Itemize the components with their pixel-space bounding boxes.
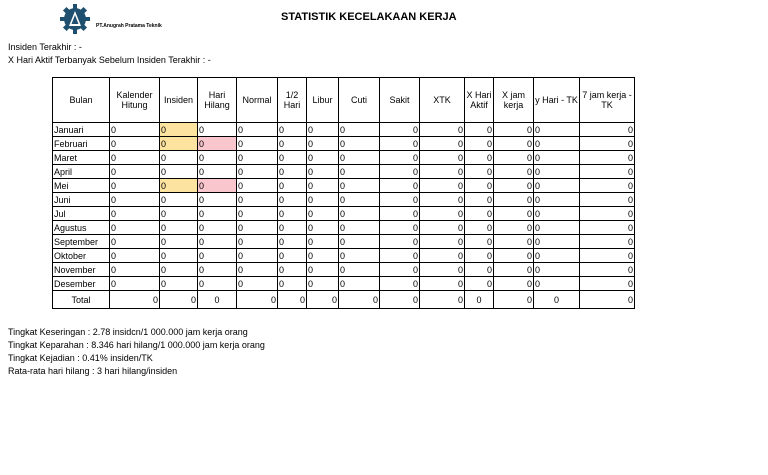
value-cell: 0 bbox=[580, 277, 635, 291]
column-header: 1/2 Hari bbox=[278, 78, 307, 123]
value-cell: 0 bbox=[307, 277, 339, 291]
column-header: y Hari - TK bbox=[534, 78, 580, 123]
value-cell: 0 bbox=[198, 221, 237, 235]
value-cell: 0 bbox=[494, 123, 534, 137]
value-cell: 0 bbox=[307, 221, 339, 235]
value-cell: 0 bbox=[110, 221, 160, 235]
value-cell: 0 bbox=[534, 221, 580, 235]
value-cell: 0 bbox=[380, 277, 420, 291]
value-cell: 0 bbox=[160, 235, 198, 249]
month-cell: Desember bbox=[53, 277, 110, 291]
value-cell: 0 bbox=[494, 277, 534, 291]
value-cell: 0 bbox=[110, 123, 160, 137]
value-cell: 0 bbox=[420, 277, 465, 291]
month-cell: Mei bbox=[53, 179, 110, 193]
value-cell: 0 bbox=[380, 123, 420, 137]
value-cell: 0 bbox=[160, 277, 198, 291]
value-cell: 0 bbox=[580, 249, 635, 263]
value-cell: 0 bbox=[420, 207, 465, 221]
value-cell: 0 bbox=[380, 137, 420, 151]
total-cell: 0 bbox=[420, 291, 465, 309]
column-header: Kalender Hitung bbox=[110, 78, 160, 123]
value-cell: 0 bbox=[580, 193, 635, 207]
table-row bbox=[53, 193, 635, 207]
month-cell: April bbox=[53, 165, 110, 179]
value-cell: 0 bbox=[494, 193, 534, 207]
value-cell: 0 bbox=[160, 207, 198, 221]
value-cell: 0 bbox=[278, 137, 307, 151]
value-cell: 0 bbox=[339, 235, 380, 249]
table-row bbox=[53, 207, 635, 221]
column-header: Normal bbox=[237, 78, 278, 123]
value-cell: 0 bbox=[380, 165, 420, 179]
value-cell: 0 bbox=[380, 193, 420, 207]
total-cell: 0 bbox=[110, 291, 160, 309]
value-cell: 0 bbox=[160, 123, 198, 137]
company-logo-icon bbox=[60, 4, 90, 34]
table-row bbox=[53, 221, 635, 235]
value-cell: 0 bbox=[420, 221, 465, 235]
value-cell: 0 bbox=[110, 249, 160, 263]
column-header: Cuti bbox=[339, 78, 380, 123]
value-cell: 0 bbox=[580, 221, 635, 235]
value-cell: 0 bbox=[307, 137, 339, 151]
value-cell: 0 bbox=[307, 235, 339, 249]
value-cell: 0 bbox=[307, 207, 339, 221]
value-cell: 0 bbox=[380, 235, 420, 249]
value-cell: 0 bbox=[465, 123, 494, 137]
value-cell: 0 bbox=[198, 179, 237, 193]
month-cell: Januari bbox=[53, 123, 110, 137]
value-cell: 0 bbox=[160, 151, 198, 165]
value-cell: 0 bbox=[420, 151, 465, 165]
value-cell: 0 bbox=[339, 249, 380, 263]
value-cell: 0 bbox=[307, 193, 339, 207]
frequency-rate-text: Tingkat Keseringan : 2.78 insidcn/1 000.000 jam kerja orang bbox=[8, 327, 248, 337]
value-cell: 0 bbox=[278, 165, 307, 179]
value-cell: 0 bbox=[160, 249, 198, 263]
value-cell: 0 bbox=[198, 249, 237, 263]
total-cell: 0 bbox=[380, 291, 420, 309]
value-cell: 0 bbox=[534, 235, 580, 249]
severity-rate-text: Tingkat Keparahan : 8.346 hari hilang/1 000.000 jam kerja orang bbox=[8, 340, 265, 350]
value-cell: 0 bbox=[110, 207, 160, 221]
summary-statistics bbox=[8, 326, 265, 378]
total-cell: 0 bbox=[278, 291, 307, 309]
value-cell: 0 bbox=[534, 277, 580, 291]
value-cell: 0 bbox=[420, 123, 465, 137]
value-cell: 0 bbox=[339, 165, 380, 179]
value-cell: 0 bbox=[580, 179, 635, 193]
value-cell: 0 bbox=[237, 151, 278, 165]
value-cell: 0 bbox=[110, 263, 160, 277]
value-cell: 0 bbox=[534, 193, 580, 207]
average-lost-days-text: Rata-rata hari hilang : 3 hari hilang/insiden bbox=[8, 366, 178, 376]
value-cell: 0 bbox=[465, 179, 494, 193]
value-cell: 0 bbox=[339, 221, 380, 235]
value-cell: 0 bbox=[494, 137, 534, 151]
page-title: STATISTIK KECELAKAAN KERJA bbox=[281, 11, 457, 23]
value-cell: 0 bbox=[534, 249, 580, 263]
table-row bbox=[53, 263, 635, 277]
value-cell: 0 bbox=[237, 193, 278, 207]
value-cell: 0 bbox=[465, 193, 494, 207]
total-cell: 0 bbox=[465, 291, 494, 309]
value-cell: 0 bbox=[420, 165, 465, 179]
value-cell: 0 bbox=[307, 263, 339, 277]
column-header: XTK bbox=[420, 78, 465, 123]
value-cell: 0 bbox=[534, 179, 580, 193]
table-row bbox=[53, 137, 635, 151]
column-header: X Hari Aktif bbox=[465, 78, 494, 123]
value-cell: 0 bbox=[580, 165, 635, 179]
value-cell: 0 bbox=[465, 235, 494, 249]
value-cell: 0 bbox=[237, 137, 278, 151]
most-active-days-text: X Hari Aktif Terbanyak Sebelum Insiden Terakhir : - bbox=[8, 55, 211, 65]
value-cell: 0 bbox=[160, 263, 198, 277]
value-cell: 0 bbox=[465, 137, 494, 151]
value-cell: 0 bbox=[580, 207, 635, 221]
month-cell: Jul bbox=[53, 207, 110, 221]
value-cell: 0 bbox=[278, 151, 307, 165]
value-cell: 0 bbox=[494, 235, 534, 249]
value-cell: 0 bbox=[339, 277, 380, 291]
value-cell: 0 bbox=[278, 179, 307, 193]
value-cell: 0 bbox=[110, 235, 160, 249]
value-cell: 0 bbox=[237, 179, 278, 193]
value-cell: 0 bbox=[110, 179, 160, 193]
column-header: 7 jam kerja - TK bbox=[580, 78, 635, 123]
value-cell: 0 bbox=[110, 151, 160, 165]
value-cell: 0 bbox=[534, 137, 580, 151]
month-cell: Maret bbox=[53, 151, 110, 165]
value-cell: 0 bbox=[198, 137, 237, 151]
company-name: PT.Anugrah Pratama Teknik bbox=[96, 23, 162, 29]
total-cell: 0 bbox=[534, 291, 580, 309]
month-cell: Oktober bbox=[53, 249, 110, 263]
value-cell: 0 bbox=[110, 137, 160, 151]
column-header: Insiden bbox=[160, 78, 198, 123]
value-cell: 0 bbox=[465, 207, 494, 221]
value-cell: 0 bbox=[534, 151, 580, 165]
value-cell: 0 bbox=[534, 123, 580, 137]
value-cell: 0 bbox=[110, 165, 160, 179]
column-header: Sakit bbox=[380, 78, 420, 123]
value-cell: 0 bbox=[494, 221, 534, 235]
value-cell: 0 bbox=[380, 263, 420, 277]
value-cell: 0 bbox=[237, 235, 278, 249]
column-header: X jam kerja bbox=[494, 78, 534, 123]
value-cell: 0 bbox=[278, 221, 307, 235]
value-cell: 0 bbox=[237, 263, 278, 277]
table-row bbox=[53, 235, 635, 249]
table-row bbox=[53, 165, 635, 179]
value-cell: 0 bbox=[278, 193, 307, 207]
value-cell: 0 bbox=[420, 235, 465, 249]
value-cell: 0 bbox=[307, 165, 339, 179]
value-cell: 0 bbox=[278, 249, 307, 263]
value-cell: 0 bbox=[339, 137, 380, 151]
total-cell: 0 bbox=[494, 291, 534, 309]
table-row bbox=[53, 249, 635, 263]
value-cell: 0 bbox=[420, 137, 465, 151]
month-cell: Februari bbox=[53, 137, 110, 151]
value-cell: 0 bbox=[580, 151, 635, 165]
incidence-rate-text: Tingkat Kejadian : 0.41% insiden/TK bbox=[8, 353, 153, 363]
value-cell: 0 bbox=[198, 263, 237, 277]
value-cell: 0 bbox=[420, 179, 465, 193]
month-cell: Juni bbox=[53, 193, 110, 207]
month-cell: November bbox=[53, 263, 110, 277]
value-cell: 0 bbox=[580, 123, 635, 137]
value-cell: 0 bbox=[339, 263, 380, 277]
value-cell: 0 bbox=[465, 277, 494, 291]
value-cell: 0 bbox=[380, 221, 420, 235]
value-cell: 0 bbox=[237, 123, 278, 137]
table-row bbox=[53, 179, 635, 193]
value-cell: 0 bbox=[339, 193, 380, 207]
value-cell: 0 bbox=[198, 235, 237, 249]
value-cell: 0 bbox=[307, 123, 339, 137]
value-cell: 0 bbox=[465, 151, 494, 165]
value-cell: 0 bbox=[198, 207, 237, 221]
column-header: Hari Hilang bbox=[198, 78, 237, 123]
total-cell: 0 bbox=[307, 291, 339, 309]
value-cell: 0 bbox=[198, 193, 237, 207]
total-label: Total bbox=[53, 291, 110, 309]
value-cell: 0 bbox=[494, 207, 534, 221]
value-cell: 0 bbox=[339, 179, 380, 193]
total-cell: 0 bbox=[339, 291, 380, 309]
value-cell: 0 bbox=[420, 193, 465, 207]
value-cell: 0 bbox=[307, 249, 339, 263]
value-cell: 0 bbox=[465, 263, 494, 277]
value-cell: 0 bbox=[237, 165, 278, 179]
month-cell: Agustus bbox=[53, 221, 110, 235]
value-cell: 0 bbox=[380, 151, 420, 165]
total-cell: 0 bbox=[160, 291, 198, 309]
value-cell: 0 bbox=[380, 207, 420, 221]
total-cell: 0 bbox=[580, 291, 635, 309]
value-cell: 0 bbox=[160, 165, 198, 179]
value-cell: 0 bbox=[278, 235, 307, 249]
value-cell: 0 bbox=[339, 151, 380, 165]
value-cell: 0 bbox=[380, 249, 420, 263]
column-header: Libur bbox=[307, 78, 339, 123]
value-cell: 0 bbox=[110, 193, 160, 207]
value-cell: 0 bbox=[278, 207, 307, 221]
total-cell: 0 bbox=[198, 291, 237, 309]
value-cell: 0 bbox=[160, 193, 198, 207]
value-cell: 0 bbox=[198, 123, 237, 137]
last-incident-text: Insiden Terakhir : - bbox=[8, 42, 82, 52]
value-cell: 0 bbox=[307, 151, 339, 165]
value-cell: 0 bbox=[494, 151, 534, 165]
value-cell: 0 bbox=[278, 123, 307, 137]
value-cell: 0 bbox=[307, 179, 339, 193]
value-cell: 0 bbox=[534, 207, 580, 221]
value-cell: 0 bbox=[237, 249, 278, 263]
value-cell: 0 bbox=[160, 179, 198, 193]
total-row bbox=[53, 291, 635, 309]
value-cell: 0 bbox=[160, 221, 198, 235]
value-cell: 0 bbox=[198, 277, 237, 291]
column-header: Bulan bbox=[53, 78, 110, 123]
value-cell: 0 bbox=[237, 221, 278, 235]
table-row bbox=[53, 123, 635, 137]
value-cell: 0 bbox=[110, 277, 160, 291]
accident-statistics-table bbox=[52, 77, 635, 309]
value-cell: 0 bbox=[198, 151, 237, 165]
value-cell: 0 bbox=[465, 249, 494, 263]
total-cell: 0 bbox=[237, 291, 278, 309]
value-cell: 0 bbox=[160, 137, 198, 151]
value-cell: 0 bbox=[420, 249, 465, 263]
value-cell: 0 bbox=[494, 165, 534, 179]
value-cell: 0 bbox=[339, 123, 380, 137]
table-header-row bbox=[53, 78, 635, 123]
value-cell: 0 bbox=[494, 263, 534, 277]
month-cell: September bbox=[53, 235, 110, 249]
value-cell: 0 bbox=[198, 165, 237, 179]
table-row bbox=[53, 151, 635, 165]
table-row bbox=[53, 277, 635, 291]
value-cell: 0 bbox=[580, 137, 635, 151]
value-cell: 0 bbox=[534, 165, 580, 179]
value-cell: 0 bbox=[580, 235, 635, 249]
value-cell: 0 bbox=[494, 249, 534, 263]
value-cell: 0 bbox=[420, 263, 465, 277]
value-cell: 0 bbox=[380, 179, 420, 193]
value-cell: 0 bbox=[465, 221, 494, 235]
value-cell: 0 bbox=[534, 263, 580, 277]
value-cell: 0 bbox=[278, 277, 307, 291]
value-cell: 0 bbox=[465, 165, 494, 179]
value-cell: 0 bbox=[237, 207, 278, 221]
value-cell: 0 bbox=[580, 263, 635, 277]
value-cell: 0 bbox=[278, 263, 307, 277]
value-cell: 0 bbox=[494, 179, 534, 193]
value-cell: 0 bbox=[339, 207, 380, 221]
value-cell: 0 bbox=[237, 277, 278, 291]
